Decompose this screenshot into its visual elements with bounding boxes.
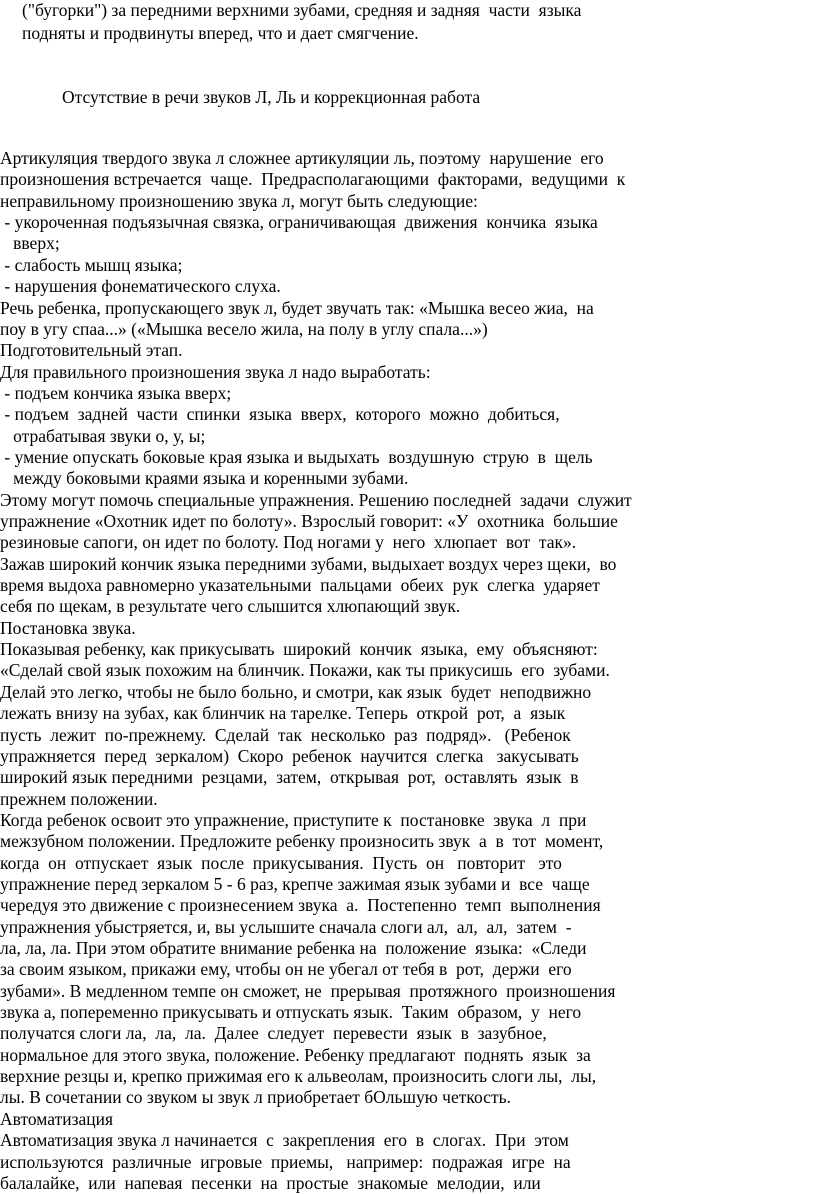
body-line: Делай это легко, чтобы не было больно, и смотри, как язык будет неподвижно — [0, 681, 592, 702]
body-line: Автоматизация — [0, 1108, 114, 1129]
body-line: за своим языком, прикажи ему, чтобы он не убегал от тебя в рот, держи его — [0, 959, 572, 980]
body-line: - подъем задней части спинки языка вверх, которого можно добиться, — [0, 404, 560, 425]
body-line: - нарушения фонематического слуха. — [0, 276, 281, 297]
body-line: «Сделай свой язык похожим на блинчик. Покажи, как ты прикусишь его зубами. — [0, 660, 610, 681]
body-line: когда он отпускает язык после прикусывания. Пусть он повторит это — [0, 852, 562, 873]
body-line: отрабатывая звуки о, у, ы; — [0, 425, 206, 446]
body-line: упражнение перед зеркалом 5 - 6 раз, крепче зажимая язык зубами и все чаще — [0, 873, 590, 894]
body-line: прежнем положении. — [0, 788, 158, 809]
body-line: нормальное для этого звука, положение. Ребенку предлагают поднять язык за — [0, 1044, 591, 1065]
body-line: поу в угу спаа...» («Мышка весело жила, на полу в углу спала...») — [0, 318, 488, 339]
body-line: лы. В сочетании со звуком ы звук л приобретает бОльшую четкость. — [0, 1087, 511, 1108]
body-line: Когда ребенок освоит это упражнение, приступите к постановке звука л при — [0, 809, 587, 830]
body-line: произношения встречается чаще. Предрасполагающими факторами, ведущими к — [0, 169, 626, 190]
intro-line: ("бугорки") за передними верхними зубами, средняя и задняя части языка — [22, 0, 582, 20]
body-line: зубами». В медленном темпе он сможет, не прерывая протяжного произношения — [0, 980, 616, 1001]
body-line: широкий язык передними резцами, затем, открывая рот, оставлять язык в — [0, 767, 579, 788]
body-line: - слабость мышц языка; — [0, 254, 183, 275]
section-heading: Отсутствие в речи звуков Л, Ль и коррекционная работа — [62, 87, 481, 107]
body-line: Речь ребенка, пропускающего звук л, будет звучать так: «Мышка весео жиа, на — [0, 297, 594, 318]
body-line: лежать внизу на зубах, как блинчик на тарелке. Теперь открой рот, а язык — [0, 703, 566, 724]
body-line: неправильному произношению звука л, могут быть следующие: — [0, 190, 478, 211]
body-line: получатся слоги ла, ла, ла. Далее следует перевести язык в зазубное, — [0, 1023, 547, 1044]
body-line: Для правильного произношения звука л надо выработать: — [0, 361, 431, 382]
body-line: Артикуляция твердого звука л сложнее артикуляции ль, поэтому нарушение его — [0, 148, 604, 168]
body-line: упражнение «Охотник идет по болоту». Взрослый говорит: «У охотника большие — [0, 511, 618, 531]
body-line: межзубном положении. Предложите ребенку произносить звук а в тот момент, — [0, 831, 604, 852]
body-line: между боковыми краями языка и коренными зубами. — [0, 468, 409, 489]
body-line: Подготовительный этап. — [0, 340, 183, 361]
body-line: - умение опускать боковые края языка и выдыхать воздушную струю в щель — [0, 446, 593, 467]
intro-line: подняты и продвинуты вперед, что и дает смягчение. — [22, 23, 419, 43]
body-line: верхние резцы и, крепко прижимая его к альвеолам, произносить слоги лы, лы, — [0, 1066, 597, 1087]
body-line: Постановка звука. — [0, 617, 136, 638]
body-line: время выдоха равномерно указательными пальцами обеих рук слегка ударяет — [0, 575, 600, 595]
body-line: упражняется перед зеркалом) Скоро ребенок научится слегка закусывать — [0, 745, 579, 766]
body-line: балалайке, или напевая песенки на простые знакомые мелодии, или — [0, 1172, 541, 1193]
body-line: себя по щекам, в результате чего слышится хлюпающий звук. — [0, 596, 461, 617]
body-line: Зажав широкий кончик языка передними зубами, выдыхает воздух через щеки, во — [0, 553, 617, 574]
body-line: резиновые сапоги, он идет по болоту. Под ногами у него хлюпает вот так». — [0, 532, 577, 553]
body-line: Показывая ребенку, как прикусывать широкий кончик языка, ему объясняют: — [0, 639, 598, 659]
body-line: вверх; — [0, 233, 60, 254]
body-line: упражнения убыстряется, и, вы услышите сначала слоги ал, ал, ал, затем - — [0, 916, 572, 937]
body-line: Этому могут помочь специальные упражнения. Решению последней задачи служит — [0, 489, 632, 510]
body-line: - подъем кончика языка вверх; — [0, 382, 232, 403]
body-line: Автоматизация звука л начинается с закрепления его в слогах. При этом — [0, 1130, 569, 1151]
body-line: ла, ла, ла. При этом обратите внимание ребенка на положение языка: «Следи — [0, 938, 587, 958]
body-line: звука а, попеременно прикусывать и отпускать язык. Таким образом, у него — [0, 1002, 582, 1022]
body-line: чередуя это движение с произнесением звука а. Постепенно темп выполнения — [0, 895, 601, 916]
body-line: используются различные игровые приемы, например: подражая игре на — [0, 1151, 571, 1172]
body-line: - укороченная подъязычная связка, ограничивающая движения кончика языка — [0, 212, 598, 233]
body-line: пусть лежит по-прежнему. Сделай так несколько раз подряд». (Ребенок — [0, 724, 571, 745]
